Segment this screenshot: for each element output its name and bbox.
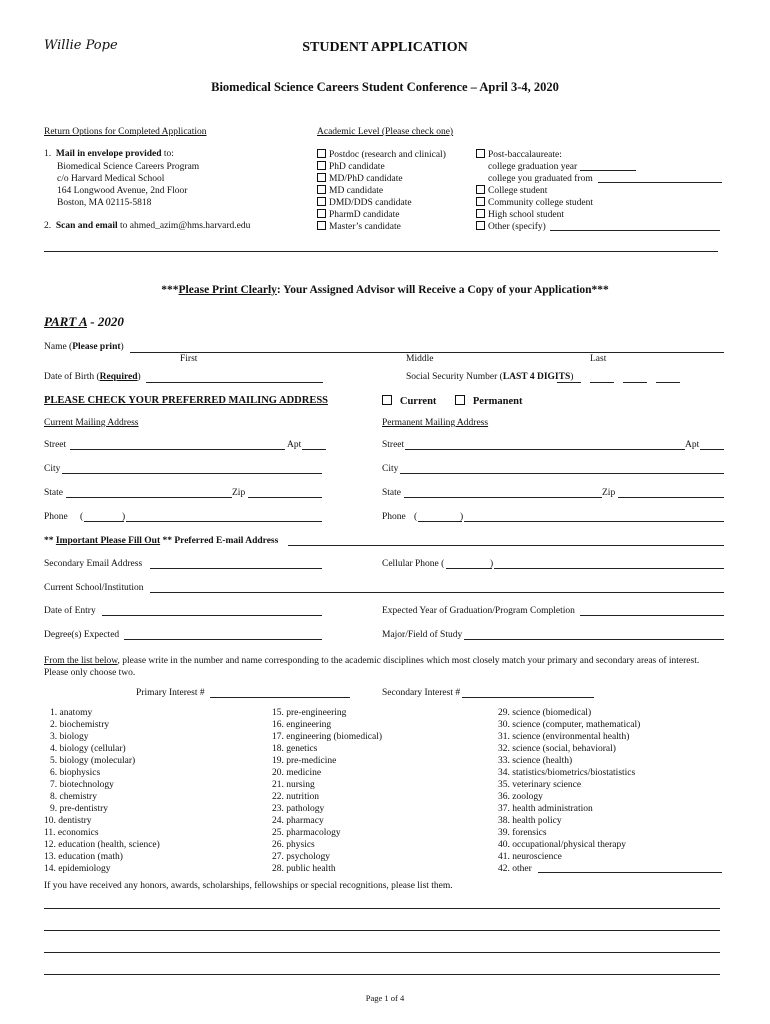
cell-area-code-field[interactable]: [446, 568, 492, 569]
list-item: 25. pharmacology: [272, 828, 341, 838]
option-rest: to ahmed_azim@hms.harvard.edu: [117, 221, 251, 231]
city-label: City: [382, 464, 399, 474]
ssn-digit[interactable]: [557, 382, 581, 383]
list-item: 8. chemistry: [50, 792, 97, 802]
current-address-heading: Current Mailing Address: [44, 418, 139, 428]
list-item: 19. pre-medicine: [272, 756, 337, 766]
checkbox-item[interactable]: Master’s candidate: [317, 221, 446, 233]
checkbox-item[interactable]: Other (specify): [476, 221, 593, 233]
honors-label: If you have received any honors, awards, scholarships, fellowships or special recognitions, please list them.: [44, 881, 453, 891]
street-label: Street: [382, 440, 405, 450]
checkbox-icon[interactable]: [317, 197, 326, 206]
dob-label: Date of Birth (Required): [44, 372, 141, 382]
checkbox-item[interactable]: High school student: [476, 209, 593, 221]
degrees-field[interactable]: [124, 639, 322, 640]
checkbox-icon[interactable]: [317, 185, 326, 194]
academic-level-col1: [317, 149, 446, 233]
mailing-heading: PLEASE CHECK YOUR PREFERRED MAILING ADDRESS: [44, 395, 329, 406]
current-street-field[interactable]: [70, 449, 285, 450]
perm-state-field[interactable]: [404, 497, 602, 498]
part-a-heading: PART A - 2020: [44, 314, 124, 329]
list-item: 20. medicine: [272, 768, 322, 778]
disciplines-col2: [272, 707, 382, 875]
list-item: 7. biotechnology: [50, 780, 114, 790]
address-line: Boston, MA 02115-5818: [57, 198, 152, 208]
list-item: 21. nursing: [272, 780, 315, 790]
phone-label: Phone: [382, 512, 406, 522]
email-label: ** Important Please Fill Out ** Preferred E-mail Address: [44, 536, 279, 546]
email-field[interactable]: [288, 545, 724, 546]
checkbox-item[interactable]: MD candidate: [317, 185, 446, 197]
disciplines-col1: [44, 707, 160, 875]
checkbox-icon[interactable]: [476, 149, 485, 158]
checkbox-item[interactable]: PharmD candidate: [317, 209, 446, 221]
major-field[interactable]: [464, 639, 724, 640]
list-item: 31. science (environmental health): [498, 732, 630, 742]
perm-city-field[interactable]: [400, 473, 724, 474]
checkbox-item[interactable]: MD/PhD candidate: [317, 173, 446, 185]
current-apt-field[interactable]: [302, 449, 326, 450]
grad-expected-label: Expected Year of Graduation/Program Completion: [382, 606, 575, 616]
honors-line[interactable]: [44, 908, 720, 909]
perm-zip-field[interactable]: [618, 497, 724, 498]
checkbox-item[interactable]: DMD/DDS candidate: [317, 197, 446, 209]
list-item: 1. anatomy: [50, 708, 93, 718]
grad-year-line[interactable]: [580, 170, 636, 171]
zip-label: Zip: [602, 488, 616, 498]
list-item: 24. pharmacy: [272, 816, 324, 826]
zip-label: Zip: [232, 488, 246, 498]
page-number: Page 1 of 4: [365, 993, 405, 1003]
checkbox-item[interactable]: PhD candidate: [317, 161, 446, 173]
checkbox-icon[interactable]: [382, 395, 392, 405]
cell-label: Cellular Phone (: [382, 559, 445, 569]
paren-close: ): [122, 512, 126, 522]
degrees-label: Degree(s) Expected: [44, 630, 120, 640]
street-label: Street: [44, 440, 67, 450]
phone-label: Phone: [44, 512, 68, 522]
list-item: 28. public health: [272, 864, 336, 874]
list-item: 42. other: [498, 864, 532, 874]
ssn-digit[interactable]: [590, 382, 614, 383]
state-label: State: [382, 488, 401, 498]
list-item: 34. statistics/biometrics/biostatistics: [498, 768, 636, 778]
option-bold: Scan and email: [55, 221, 118, 231]
current-checkbox[interactable]: Current: [382, 395, 436, 407]
first-label: First: [180, 354, 198, 364]
list-item: 29. science (biomedical): [498, 708, 592, 718]
school-label: Current School/Institution: [44, 583, 144, 593]
checkbox-icon[interactable]: [317, 221, 326, 230]
name-label: Name (Please print): [44, 342, 124, 352]
academic-level-col2: [476, 149, 593, 233]
list-item: 37. health administration: [498, 804, 593, 814]
secondary-interest-field[interactable]: [462, 697, 594, 698]
list-item: 32. science (social, behavioral): [498, 744, 616, 754]
other-specify-line[interactable]: [550, 230, 720, 231]
apt-label: Apt: [287, 440, 302, 450]
checkbox-icon[interactable]: [317, 173, 326, 182]
ssn-digit[interactable]: [623, 382, 647, 383]
interest-instructions-2: Please only choose two.: [44, 668, 136, 678]
major-label: Major/Field of Study: [382, 630, 463, 640]
list-item: 2. biochemistry: [50, 720, 110, 730]
address-line: c/o Harvard Medical School: [57, 174, 165, 184]
list-item: 14. epidemiology: [44, 864, 111, 874]
checkbox-item[interactable]: Postdoc (research and clinical): [317, 149, 446, 161]
cell-phone-field[interactable]: [494, 568, 724, 569]
conference-subtitle: Biomedical Science Careers Student Conference – April 3-4, 2020: [211, 80, 559, 94]
name-field[interactable]: [130, 352, 724, 353]
list-item: 22. nutrition: [272, 792, 319, 802]
permanent-address-heading: Permanent Mailing Address: [382, 418, 489, 428]
list-item: 11. economics: [44, 828, 99, 838]
checkbox-icon[interactable]: [317, 161, 326, 170]
checkbox-item[interactable]: Community college student: [476, 197, 593, 209]
current-state-field[interactable]: [66, 497, 232, 498]
mailing-address: [57, 161, 199, 209]
perm-phone-field[interactable]: [464, 521, 724, 522]
checkbox-icon[interactable]: [476, 197, 485, 206]
list-item: 41. neuroscience: [498, 852, 562, 862]
academic-level-heading: Academic Level (Please check one): [317, 127, 454, 137]
print-clearly-banner: ***Please Print Clearly: Your Assigned Advisor will Receive a Copy of your Application***: [161, 284, 609, 296]
permanent-checkbox[interactable]: Permanent: [455, 395, 522, 407]
interest-instructions: From the list below, please write in the number and name corresponding to the academic disciplines which most closely match your primary and secondary areas of interest.: [44, 656, 700, 666]
list-item: 39. forensics: [498, 828, 547, 838]
divider: [44, 251, 718, 252]
list-item: 33. science (health): [498, 756, 573, 766]
grad-expected-field[interactable]: [580, 615, 724, 616]
last-label: Last: [590, 354, 607, 364]
entry-field[interactable]: [102, 615, 322, 616]
paren-open: (: [80, 512, 84, 522]
checkbox-icon[interactable]: [476, 209, 485, 218]
return-option-2: [44, 221, 250, 231]
secondary-interest-label: Secondary Interest #: [382, 688, 461, 698]
option-number: 1.: [44, 149, 52, 159]
checkbox-icon[interactable]: [317, 149, 326, 158]
grad-from-field: college you graduated from: [488, 174, 593, 184]
grad-from-line[interactable]: [598, 182, 722, 183]
grad-year-field: college graduation year: [488, 162, 578, 172]
return-option-1: [44, 149, 174, 159]
city-label: City: [44, 464, 61, 474]
return-options-heading: Return Options for Completed Application: [44, 127, 207, 137]
list-item: 17. engineering (biomedical): [272, 732, 383, 742]
middle-label: Middle: [406, 354, 434, 364]
list-item: 3. biology: [50, 732, 89, 742]
page-title: STUDENT APPLICATION: [302, 40, 468, 55]
signature-name: Willie Pope: [44, 38, 118, 53]
list-item: 12. education (health, science): [44, 840, 160, 850]
list-item: 38. health policy: [498, 816, 562, 826]
option-number: 2.: [44, 221, 52, 231]
list-item: 35. veterinary science: [498, 780, 582, 790]
primary-interest-field[interactable]: [210, 697, 350, 698]
list-item: 6. biophysics: [50, 768, 101, 778]
checkbox-item[interactable]: Post-baccalaureate:: [476, 149, 593, 161]
list-item: 23. pathology: [272, 804, 325, 814]
list-item: 5. biology (molecular): [50, 756, 136, 766]
ssn-digit[interactable]: [656, 382, 680, 383]
school-field[interactable]: [150, 592, 724, 593]
honors-line[interactable]: [44, 974, 720, 975]
list-item: 13. education (math): [44, 852, 123, 862]
list-item: 27. psychology: [272, 852, 331, 862]
checkbox-icon[interactable]: [476, 221, 485, 230]
checkbox-item[interactable]: College student: [476, 185, 593, 197]
list-item: 36. zoology: [498, 792, 543, 802]
option-rest: to:: [161, 149, 174, 159]
list-item: 30. science (computer, mathematical): [498, 720, 641, 730]
current-area-code-field[interactable]: [84, 521, 124, 522]
perm-area-code-field[interactable]: [418, 521, 462, 522]
list-item: 10. dentistry: [44, 816, 92, 826]
checkbox-icon[interactable]: [317, 209, 326, 218]
primary-interest-label: Primary Interest #: [136, 688, 205, 698]
apt-label: Apt: [685, 440, 700, 450]
paren-close: ): [490, 559, 494, 569]
current-city-field[interactable]: [62, 473, 322, 474]
ssn-label: Social Security Number (LAST 4 DIGITS): [406, 372, 574, 382]
disciplines-col3: [498, 707, 640, 875]
current-phone-field[interactable]: [126, 521, 322, 522]
perm-street-field[interactable]: [405, 449, 685, 450]
honors-line[interactable]: [44, 952, 720, 953]
paren-close: ): [460, 512, 464, 522]
list-item: 26. physics: [272, 840, 315, 850]
list-item: 4. biology (cellular): [50, 744, 126, 754]
entry-label: Date of Entry: [44, 606, 96, 616]
list-item: 9. pre-dentistry: [50, 804, 109, 814]
list-item: 15. pre-engineering: [272, 708, 347, 718]
dob-field[interactable]: [146, 382, 323, 383]
option-bold: Mail in envelope provided: [55, 149, 162, 159]
paren-open: (: [414, 512, 418, 522]
honors-line[interactable]: [44, 930, 720, 931]
checkbox-icon[interactable]: [455, 395, 465, 405]
state-label: State: [44, 488, 63, 498]
list-item: 40. occupational/physical therapy: [498, 840, 626, 850]
checkbox-icon[interactable]: [476, 185, 485, 194]
perm-apt-field[interactable]: [700, 449, 724, 450]
secondary-email-label: Secondary Email Address: [44, 559, 143, 569]
list-item: 16. engineering: [272, 720, 332, 730]
address-line: Biomedical Science Careers Program: [57, 162, 200, 172]
address-line: 164 Longwood Avenue, 2nd Floor: [57, 186, 188, 196]
other-discipline-field[interactable]: [538, 872, 722, 873]
secondary-email-field[interactable]: [150, 568, 322, 569]
current-zip-field[interactable]: [248, 497, 322, 498]
list-item: 18. genetics: [272, 744, 318, 754]
